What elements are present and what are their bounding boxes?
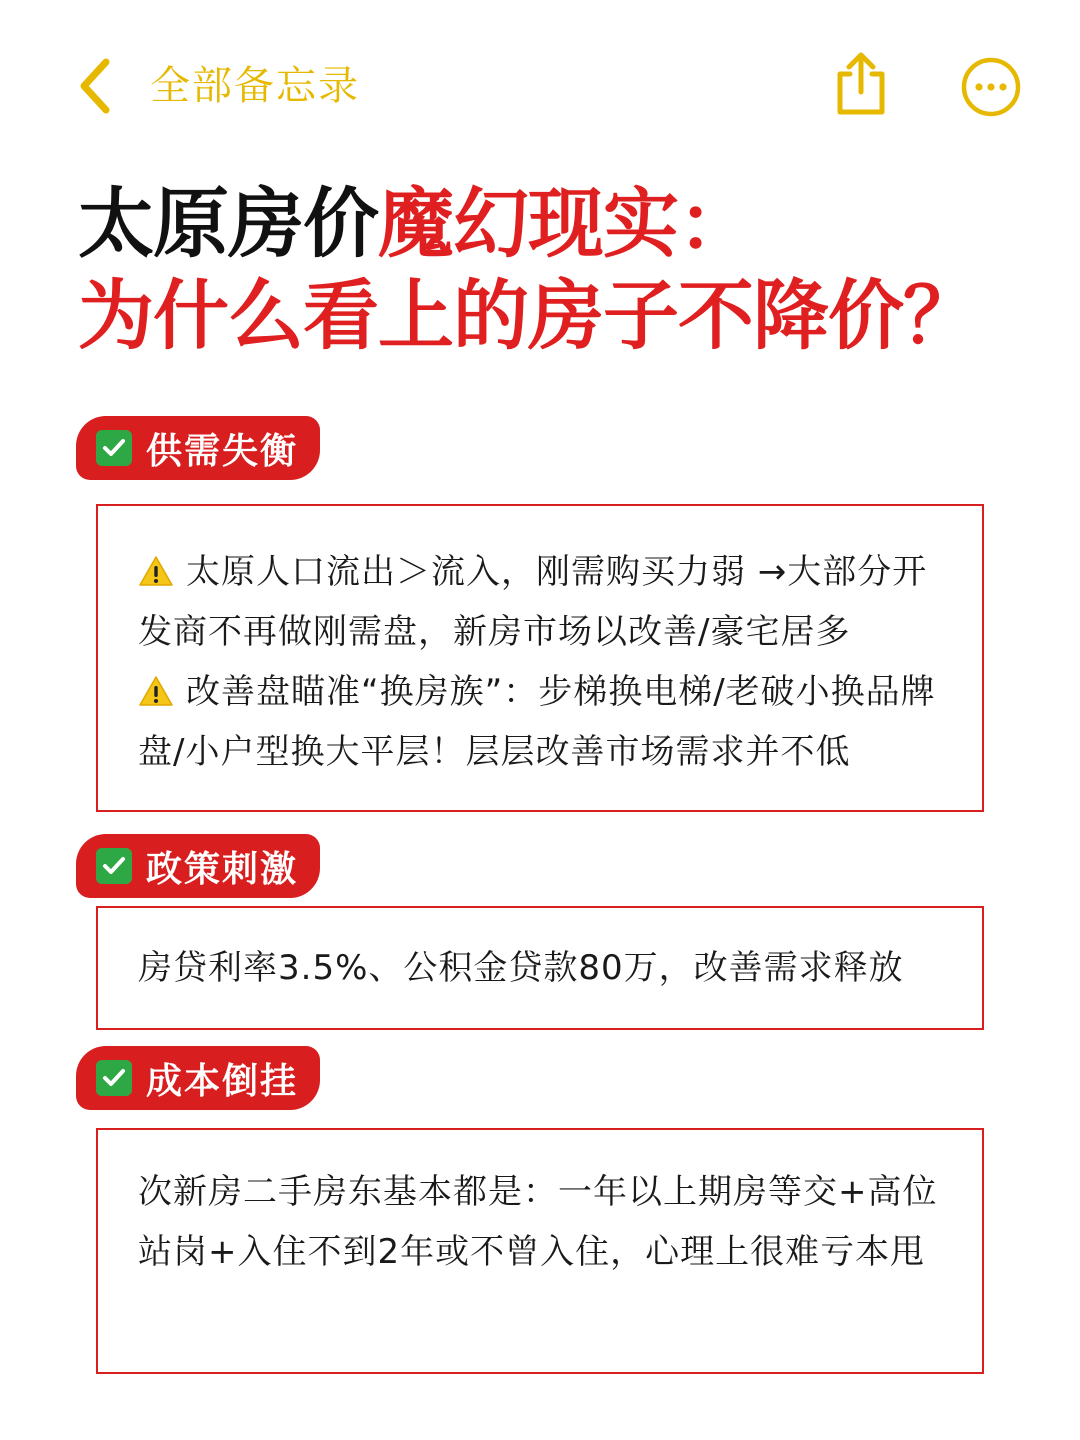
section-text: 改善盘瞄准“换房族”：步梯换电梯/老破小换品牌盘/小户型换大平层！层层改善市场需求并不低 [138, 672, 936, 772]
section-box-cost [96, 1128, 984, 1374]
check-mark-icon [96, 430, 132, 466]
section-text: 房贷利率3.5%、公积金贷款80万，改善需求释放 [138, 948, 904, 988]
section-paragraph [138, 542, 942, 662]
section-tag-cost [76, 1046, 320, 1110]
back-label: 全部备忘录 [150, 63, 360, 109]
title-line-2: 为什么看上的房子不降价？ [78, 271, 978, 360]
section-paragraph [138, 662, 942, 782]
section-tag-policy [76, 834, 320, 898]
share-icon[interactable] [826, 50, 896, 120]
chevron-left-icon [72, 54, 122, 118]
section-tag-label: 成本倒挂 [146, 1060, 299, 1102]
title-line-1 [78, 178, 1038, 270]
more-options-icon[interactable] [960, 56, 1022, 118]
section-text: 太原人口流出＞流入，刚需购买力弱 →大部分开发商不再做刚需盘，新房市场以改善/豪宅居多 [138, 552, 928, 652]
warning-icon [138, 675, 174, 707]
section-box-supply-demand [96, 504, 984, 812]
page-title [78, 178, 1038, 362]
section-box-policy [96, 906, 984, 1030]
title-part-black: 太原房价 [78, 179, 378, 268]
check-mark-icon [96, 1060, 132, 1096]
section-paragraph [138, 938, 942, 998]
section-text: 次新房二手房东基本都是：一年以上期房等交+高位站岗+入住不到2年或不曾入住，心理上很难亏本甩 [138, 1172, 938, 1272]
section-tag-label: 供需失衡 [146, 430, 299, 472]
section-tag-supply-demand [76, 416, 320, 480]
section-tag-label: 政策刺激 [146, 848, 299, 890]
check-mark-icon [96, 848, 132, 884]
warning-icon [138, 555, 174, 587]
back-button[interactable] [72, 54, 360, 118]
title-part-red: 魔幻现实： [378, 179, 753, 268]
nav-bar [0, 0, 1080, 170]
section-paragraph [138, 1162, 942, 1282]
